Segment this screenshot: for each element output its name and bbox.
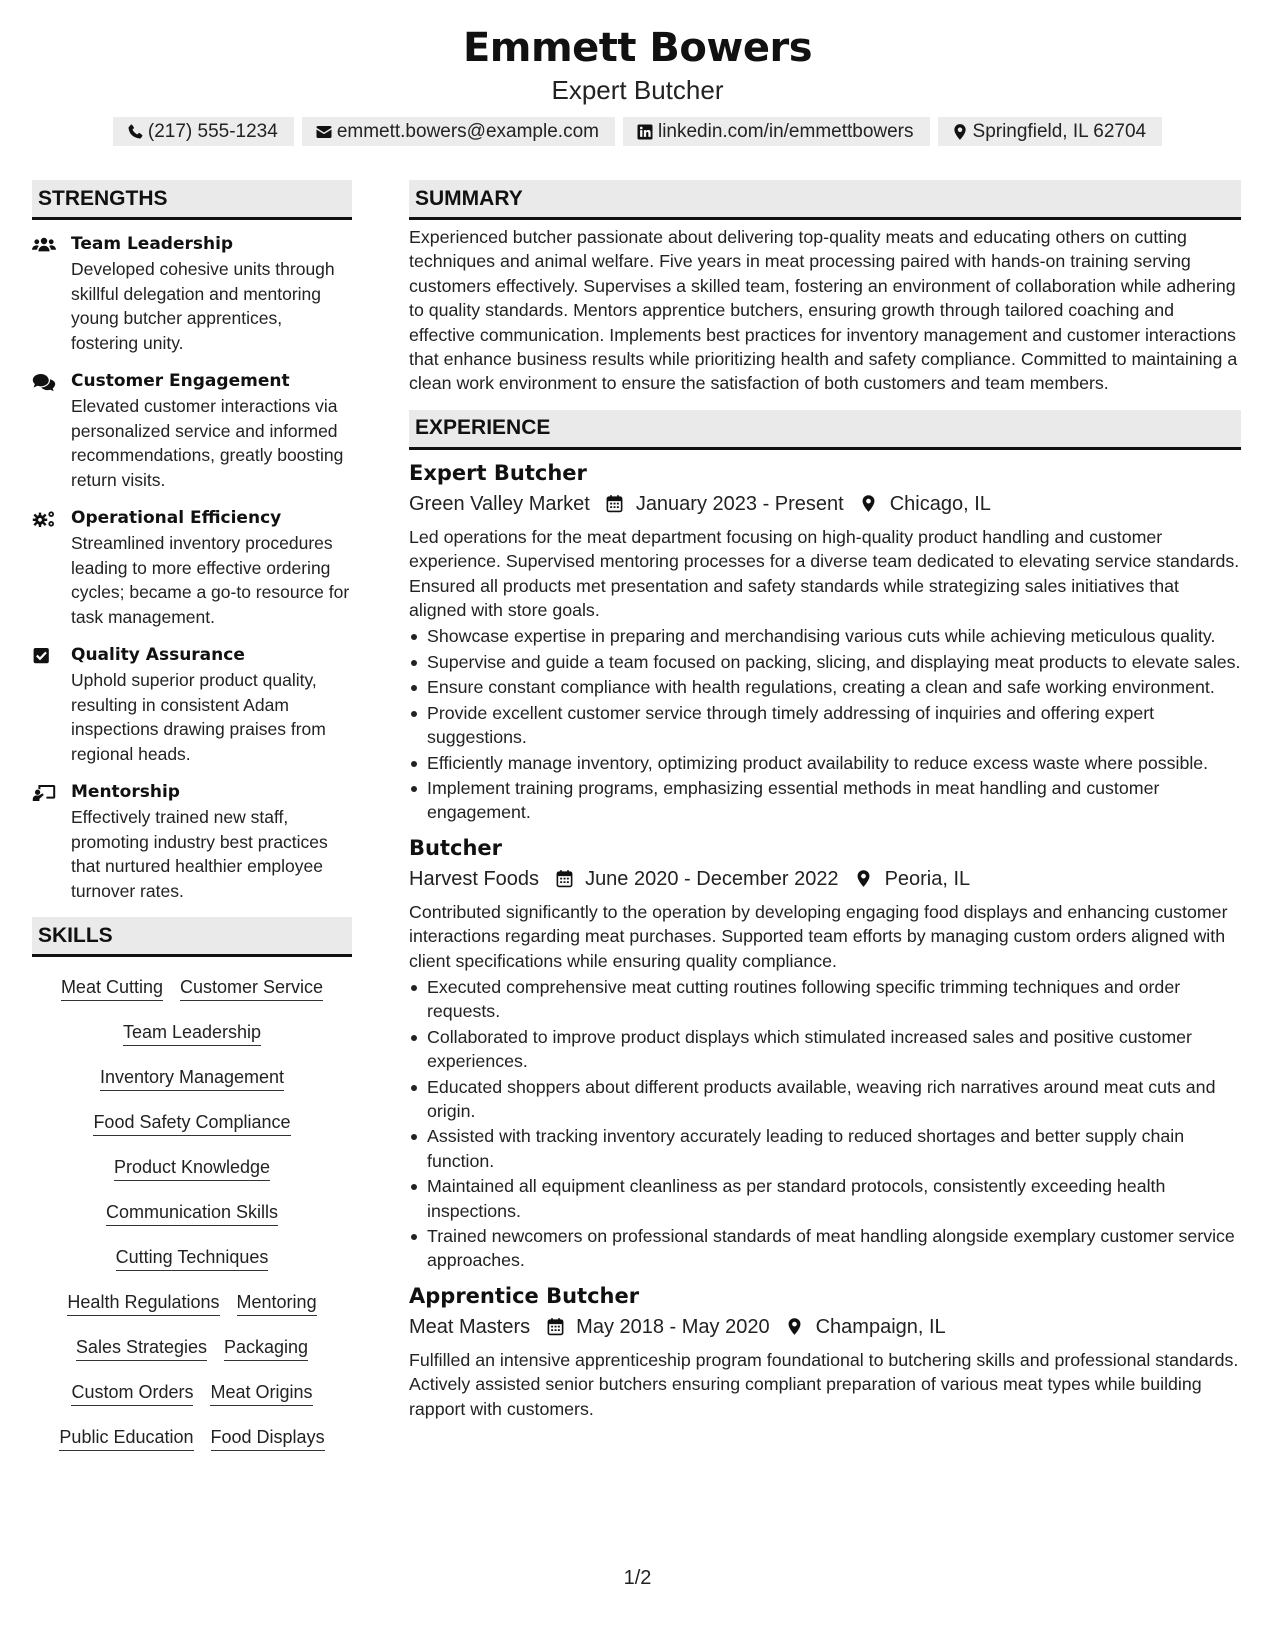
calendar-icon xyxy=(553,868,575,890)
skill-tag: Mentoring xyxy=(237,1291,317,1316)
envelope-icon xyxy=(314,122,334,142)
experience-heading: EXPERIENCE xyxy=(409,410,1241,450)
job-bullet: Trained newcomers on professional standards of meat handling alongside exemplary customer service approaches. xyxy=(409,1224,1241,1273)
strength-title: Team Leadership xyxy=(71,234,234,254)
job-title: Apprentice Butcher xyxy=(409,1283,640,1308)
strength-desc: Developed cohesive units through skillful delegation and mentoring young butcher apprentices, fostering unity. xyxy=(71,259,335,353)
calendar-icon xyxy=(544,1316,566,1338)
contact-email-text: emmett.bowers@example.com xyxy=(336,120,599,142)
left-column xyxy=(32,180,352,1460)
skills-row xyxy=(32,1145,352,1190)
job-title: Butcher xyxy=(409,835,502,860)
comments-icon xyxy=(32,371,58,393)
contact-linkedin-text: linkedin.com/in/emmettbowers xyxy=(657,120,914,142)
job-title: Expert Butcher xyxy=(409,460,587,485)
job-description: Fulfilled an intensive apprenticeship program foundational to butchering skills and professional standards. Actively assisted senior butchers ensuring compliant preparation of various meat types while building rapport with customers. xyxy=(409,1349,1239,1419)
contact-linkedin[interactable] xyxy=(623,117,930,146)
job-dates: June 2020 - December 2022 xyxy=(585,867,839,890)
contact-phone-text: (217) 555-1234 xyxy=(147,120,278,142)
skills-row xyxy=(32,1100,352,1145)
strength-title: Customer Engagement xyxy=(71,371,290,391)
skills-row xyxy=(32,1325,352,1370)
job-bullet: Executed comprehensive meat cutting routines following specific trimming techniques and order requests. xyxy=(409,975,1241,1024)
resume-header xyxy=(0,22,1275,146)
job-company: Meat Masters xyxy=(409,1315,531,1338)
strength-item xyxy=(32,780,352,903)
strengths-heading: STRENGTHS xyxy=(32,180,352,220)
contact-location xyxy=(938,117,1163,146)
strength-title: Mentorship xyxy=(71,782,180,802)
strength-desc: Uphold superior product quality, resulting in consistent Adam inspections drawing praises from regional heads. xyxy=(71,670,326,764)
summary-heading: SUMMARY xyxy=(409,180,1241,220)
job-bullet: Provide excellent customer service through timely addressing of inquiries and offering expert suggestions. xyxy=(409,701,1241,750)
linkedin-icon xyxy=(635,122,655,142)
job-company: Green Valley Market xyxy=(409,492,590,515)
skill-tag: Product Knowledge xyxy=(114,1156,270,1181)
job-dates: January 2023 - Present xyxy=(635,492,844,515)
skills-row xyxy=(32,1235,352,1280)
strength-desc: Elevated customer interactions via personalized service and informed recommendations, greatly boosting return visits. xyxy=(71,396,344,490)
job-description: Contributed significantly to the operation by developing engaging food displays and enhancing customer interactions regarding meat purchases. Supported team efforts by managing custom orders aligned with client specifications while ensuring quality compliance. xyxy=(409,901,1228,971)
candidate-name: Emmett Bowers xyxy=(462,25,813,71)
job-bullet: Implement training programs, emphasizing essential methods in meat handling and customer engagement. xyxy=(409,776,1241,825)
job-bullets xyxy=(409,624,1241,824)
skills-row xyxy=(32,1010,352,1055)
calendar-icon xyxy=(604,493,626,515)
job-entry xyxy=(409,458,1241,825)
strength-title: Operational Efficiency xyxy=(71,508,282,528)
job-bullet: Maintained all equipment cleanliness as per standard protocols, consistently exceeding health inspections. xyxy=(409,1174,1241,1223)
map-pin-icon xyxy=(853,868,875,890)
skill-tag: Customer Service xyxy=(180,976,323,1001)
job-location: Chicago, IL xyxy=(889,492,991,515)
job-location: Champaign, IL xyxy=(815,1315,946,1338)
contact-phone[interactable] xyxy=(113,117,294,146)
chalkboard-teacher-icon xyxy=(32,782,58,804)
skill-tag: Food Displays xyxy=(211,1426,325,1451)
skills-row xyxy=(32,1280,352,1325)
job-bullet: Educated shoppers about different products available, weaving rich narratives around meat cuts and origin. xyxy=(409,1075,1241,1124)
candidate-role: Expert Butcher xyxy=(551,75,724,105)
skill-tag: Communication Skills xyxy=(106,1201,278,1226)
skill-tag: Meat Cutting xyxy=(61,976,163,1001)
job-meta xyxy=(409,863,1241,895)
skill-tag: Meat Origins xyxy=(210,1381,312,1406)
checkbox-icon xyxy=(32,645,58,667)
skill-tag: Sales Strategies xyxy=(76,1336,207,1361)
job-meta xyxy=(409,1311,1241,1343)
right-column xyxy=(409,180,1241,1421)
job-bullet: Supervise and guide a team focused on packing, slicing, and displaying meat products to elevate sales. xyxy=(409,650,1241,674)
job-entry xyxy=(409,833,1241,1273)
job-entry xyxy=(409,1281,1241,1421)
phone-icon xyxy=(125,122,145,142)
skills-row xyxy=(32,1415,352,1460)
gears-icon xyxy=(32,508,58,530)
job-bullet: Collaborated to improve product displays which stimulated increased sales and positive customer experiences. xyxy=(409,1025,1241,1074)
job-location: Peoria, IL xyxy=(884,867,971,890)
summary-text: Experienced butcher passionate about delivering top-quality meats and educating others on cutting techniques and animal welfare. Five years in meat processing paired with hands-on training serving customers effectively. Supervises a skilled team, fostering an environment of collaboration while adhering to quality standards. Mentors apprentice butchers, ensuring growth through tailored coaching and effective communication. Implements best practices for inventory management and customer interactions that enhance business results while prioritizing health and safety compliance. Committed to maintaining a clean work environment to ensure the satisfaction of both customers and team members. xyxy=(409,227,1238,394)
skill-tag: Health Regulations xyxy=(67,1291,219,1316)
skill-tag: Food Safety Compliance xyxy=(93,1111,290,1136)
job-meta xyxy=(409,488,1241,520)
map-pin-icon xyxy=(858,493,880,515)
job-description: Led operations for the meat department focusing on high-quality product handling and customer experience. Supervised mentoring processes for a diverse team dedicated to elevating service standards. Ensured all products met presentation and safety standards while strategizing sales initiatives that aligned with store goals. xyxy=(409,526,1240,621)
users-icon xyxy=(32,234,58,256)
skills-row xyxy=(32,965,352,1010)
job-company: Harvest Foods xyxy=(409,867,540,890)
contact-bar xyxy=(0,117,1275,146)
skill-tag: Custom Orders xyxy=(71,1381,193,1406)
job-bullet: Efficiently manage inventory, optimizing product availability to reduce excess waste where possible. xyxy=(409,751,1241,775)
skill-tag: Packaging xyxy=(224,1336,308,1361)
map-pin-icon xyxy=(950,122,970,142)
job-bullet: Ensure constant compliance with health regulations, creating a clean and safe working environment. xyxy=(409,675,1241,699)
skills-row xyxy=(32,1055,352,1100)
contact-location-text: Springfield, IL 62704 xyxy=(972,120,1147,142)
strength-item xyxy=(32,369,352,492)
page-number: 1/2 xyxy=(623,1567,652,1589)
skills-row xyxy=(32,1370,352,1415)
strengths-list xyxy=(32,232,352,903)
contact-email[interactable] xyxy=(302,117,615,146)
skill-tag: Public Education xyxy=(59,1426,193,1451)
skills-heading: SKILLS xyxy=(32,917,352,957)
strength-item xyxy=(32,232,352,355)
strength-desc: Streamlined inventory procedures leading to more effective ordering cycles; became a go-to resource for task management. xyxy=(71,533,350,627)
skill-tag: Cutting Techniques xyxy=(116,1246,269,1271)
strength-desc: Effectively trained new staff, promoting industry best practices that nurtured healthier employee turnover rates. xyxy=(71,807,328,901)
skill-tag: Team Leadership xyxy=(123,1021,261,1046)
job-dates: May 2018 - May 2020 xyxy=(576,1315,770,1338)
strength-item xyxy=(32,506,352,629)
skills-list xyxy=(32,965,352,1460)
job-bullet: Assisted with tracking inventory accurately leading to reduced shortages and better supply chain function. xyxy=(409,1124,1241,1173)
job-bullet: Showcase expertise in preparing and merchandising various cuts while achieving meticulous quality. xyxy=(409,624,1241,648)
skills-row xyxy=(32,1190,352,1235)
map-pin-icon xyxy=(784,1316,806,1338)
strength-title: Quality Assurance xyxy=(71,645,245,665)
strength-item xyxy=(32,643,352,766)
skill-tag: Inventory Management xyxy=(100,1066,284,1091)
job-bullets xyxy=(409,975,1241,1273)
